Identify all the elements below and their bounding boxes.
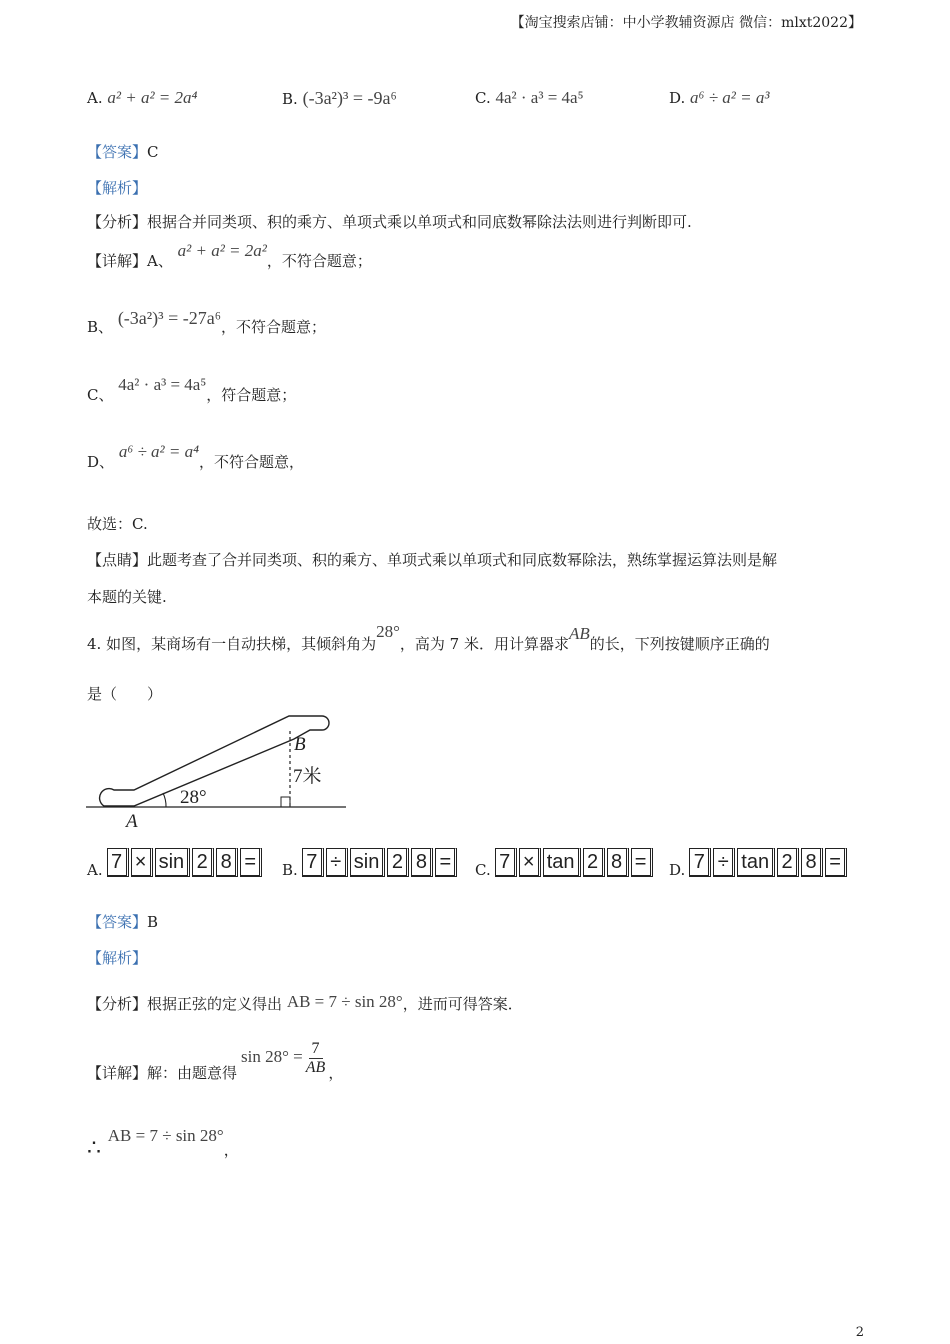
q4-answer [87,911,158,932]
key-equals: = [825,848,847,877]
detail-tag: 【详解】 [87,1064,148,1082]
label-a: A [126,811,138,830]
detail-pre: 解：由题意得 [147,1064,238,1082]
detail-expr: 4a² · a³ = 4a⁵ [118,375,207,394]
key-2: 2 [387,848,409,877]
detail-expr: (-3a²)³ = -27a⁶ [117,308,221,328]
option-label: A. [87,860,103,879]
key-divide: ÷ [326,848,348,877]
q4-option-a [87,848,262,877]
key-7: 7 [689,848,711,877]
q3-detail-b [87,308,327,337]
key-7: 7 [302,848,324,877]
option-label: A. [87,89,103,107]
key-sequence [302,848,458,877]
q3-option-d [669,88,769,108]
detail-label: C、 [87,386,114,404]
option-label: D. [669,860,686,879]
answer-tag: 【答案】 [87,913,148,931]
key-8: 8 [216,848,238,877]
key-2: 2 [192,848,214,877]
key-multiply: × [131,848,153,877]
detail-comment: ，不符合题意； [221,318,327,336]
option-expr: 4a² · a³ = 4a⁵ [495,88,584,107]
detail-label: D、 [87,453,115,471]
fraction-numerator: 7 [309,1040,323,1059]
key-8: 8 [411,848,433,877]
key-multiply: × [519,848,541,877]
q3-fenxi [87,211,692,232]
option-expr: (-3a²)³ = -9a⁶ [302,88,397,108]
q3-dianjing [87,549,777,570]
detail-comment: ，不符合题意， [199,453,305,471]
answer-tag: 【答案】 [87,143,148,161]
detail-post: ， [328,1064,344,1082]
key-8: 8 [801,848,823,877]
key-8: 8 [607,848,629,877]
fenxi-expr: AB = 7 ÷ sin 28° [286,992,403,1011]
detail-tag: 【详解】 [87,252,148,270]
q3-analysis-tag: 【解析】 [87,179,148,197]
key-equals: = [631,848,653,877]
escalator-figure [84,705,354,830]
answer-value: B [147,913,159,931]
key-sequence [107,848,263,877]
option-label: B. [282,90,298,108]
key-2: 2 [777,848,799,877]
q4-stem [87,622,770,654]
q4-stem-line2: 是（ ） [87,685,163,703]
fenxi-tag: 【分析】 [87,995,148,1013]
stem-part1: 4. 如图，某商场有一自动扶梯，其倾斜角为 [87,635,377,653]
detail-expr: a⁶ ÷ a² = a⁴ [118,442,200,461]
q4-analysis-tag: 【解析】 [87,949,148,967]
option-expr: a⁶ ÷ a² = a³ [690,88,770,107]
label-height: 7米 [293,766,322,787]
page-number: 2 [855,1325,864,1340]
option-label: C. [475,860,491,879]
right-angle-mark [281,797,290,807]
key-7: 7 [495,848,517,877]
stem-part2: ，高为 7 米．用计算器求 [399,635,569,653]
key-sin: sin [350,848,386,877]
q4-option-c [475,848,653,877]
detail-label: A、 [147,252,173,270]
fraction [303,1040,329,1077]
key-sequence [495,848,653,877]
detail-comment: ，符合题意； [206,386,297,404]
q3-option-a [87,88,197,108]
option-label: C. [475,89,491,107]
label-b: B [294,734,306,755]
answer-value: C [147,143,159,161]
detail-comment: ，不符合题意； [266,252,372,270]
q3-option-c [475,88,584,108]
q3-conclusion: 故选：C. [87,515,148,533]
fenxi-text: 根据合并同类项、积的乘方、单项式乘以单项式和同底数幂除法法则进行判断即可. [147,213,692,231]
detail-expr: a² + a² = 2a² [177,241,267,260]
dianjing-tag: 【点睛】 [87,551,148,569]
stem-angle: 28° [376,622,400,641]
dianjing-text: 此题考查了合并同类项、积的乘方、单项式乘以单项式和同底数幂除法，熟练掌握运算法则是解 [147,551,778,569]
fraction-denominator: AB [305,1059,326,1076]
q4-option-d [669,848,847,877]
page-header: 【淘宝搜索店铺：中小学教辅资源店 微信：mlxt2022】 [510,15,862,31]
key-sequence [689,848,847,877]
key-tan: tan [737,848,775,877]
angle-arc [163,793,166,807]
fenxi-post: ，进而可得答案． [402,995,523,1013]
stem-part3: 的长，下列按键顺序正确的 [589,635,770,653]
key-equals: = [435,848,457,877]
final-expr: AB = 7 ÷ sin 28° [107,1126,224,1145]
option-label: B. [282,860,298,879]
q4-final [87,1122,239,1161]
escalator-outline [100,716,329,806]
fenxi-pre: 根据正弦的定义得出 [147,995,283,1013]
key-divide: ÷ [713,848,735,877]
detail-lhs: sin 28° = [241,1046,303,1066]
q3-detail-c [87,375,297,405]
option-label: D. [669,89,686,107]
q4-option-b [282,848,457,877]
q3-option-b [282,88,397,109]
label-angle: 28° [180,787,207,808]
key-tan: tan [543,848,581,877]
fenxi-tag: 【分析】 [87,213,148,231]
key-7: 7 [107,848,129,877]
q4-detail [87,1040,344,1082]
q3-detail-d [87,442,305,472]
key-equals: = [240,848,262,877]
therefore-symbol: ∴ [87,1136,101,1161]
key-sin: sin [155,848,191,877]
key-2: 2 [583,848,605,877]
final-post: ， [223,1141,239,1159]
option-expr: a² + a² = 2a⁴ [107,88,198,107]
q3-detail-a [87,241,372,271]
q4-fenxi [87,993,523,1014]
detail-label: B、 [87,318,114,336]
stem-segment: AB [569,624,590,643]
q3-dianjing-line2: 本题的关键. [87,588,167,606]
q3-answer [87,141,159,162]
